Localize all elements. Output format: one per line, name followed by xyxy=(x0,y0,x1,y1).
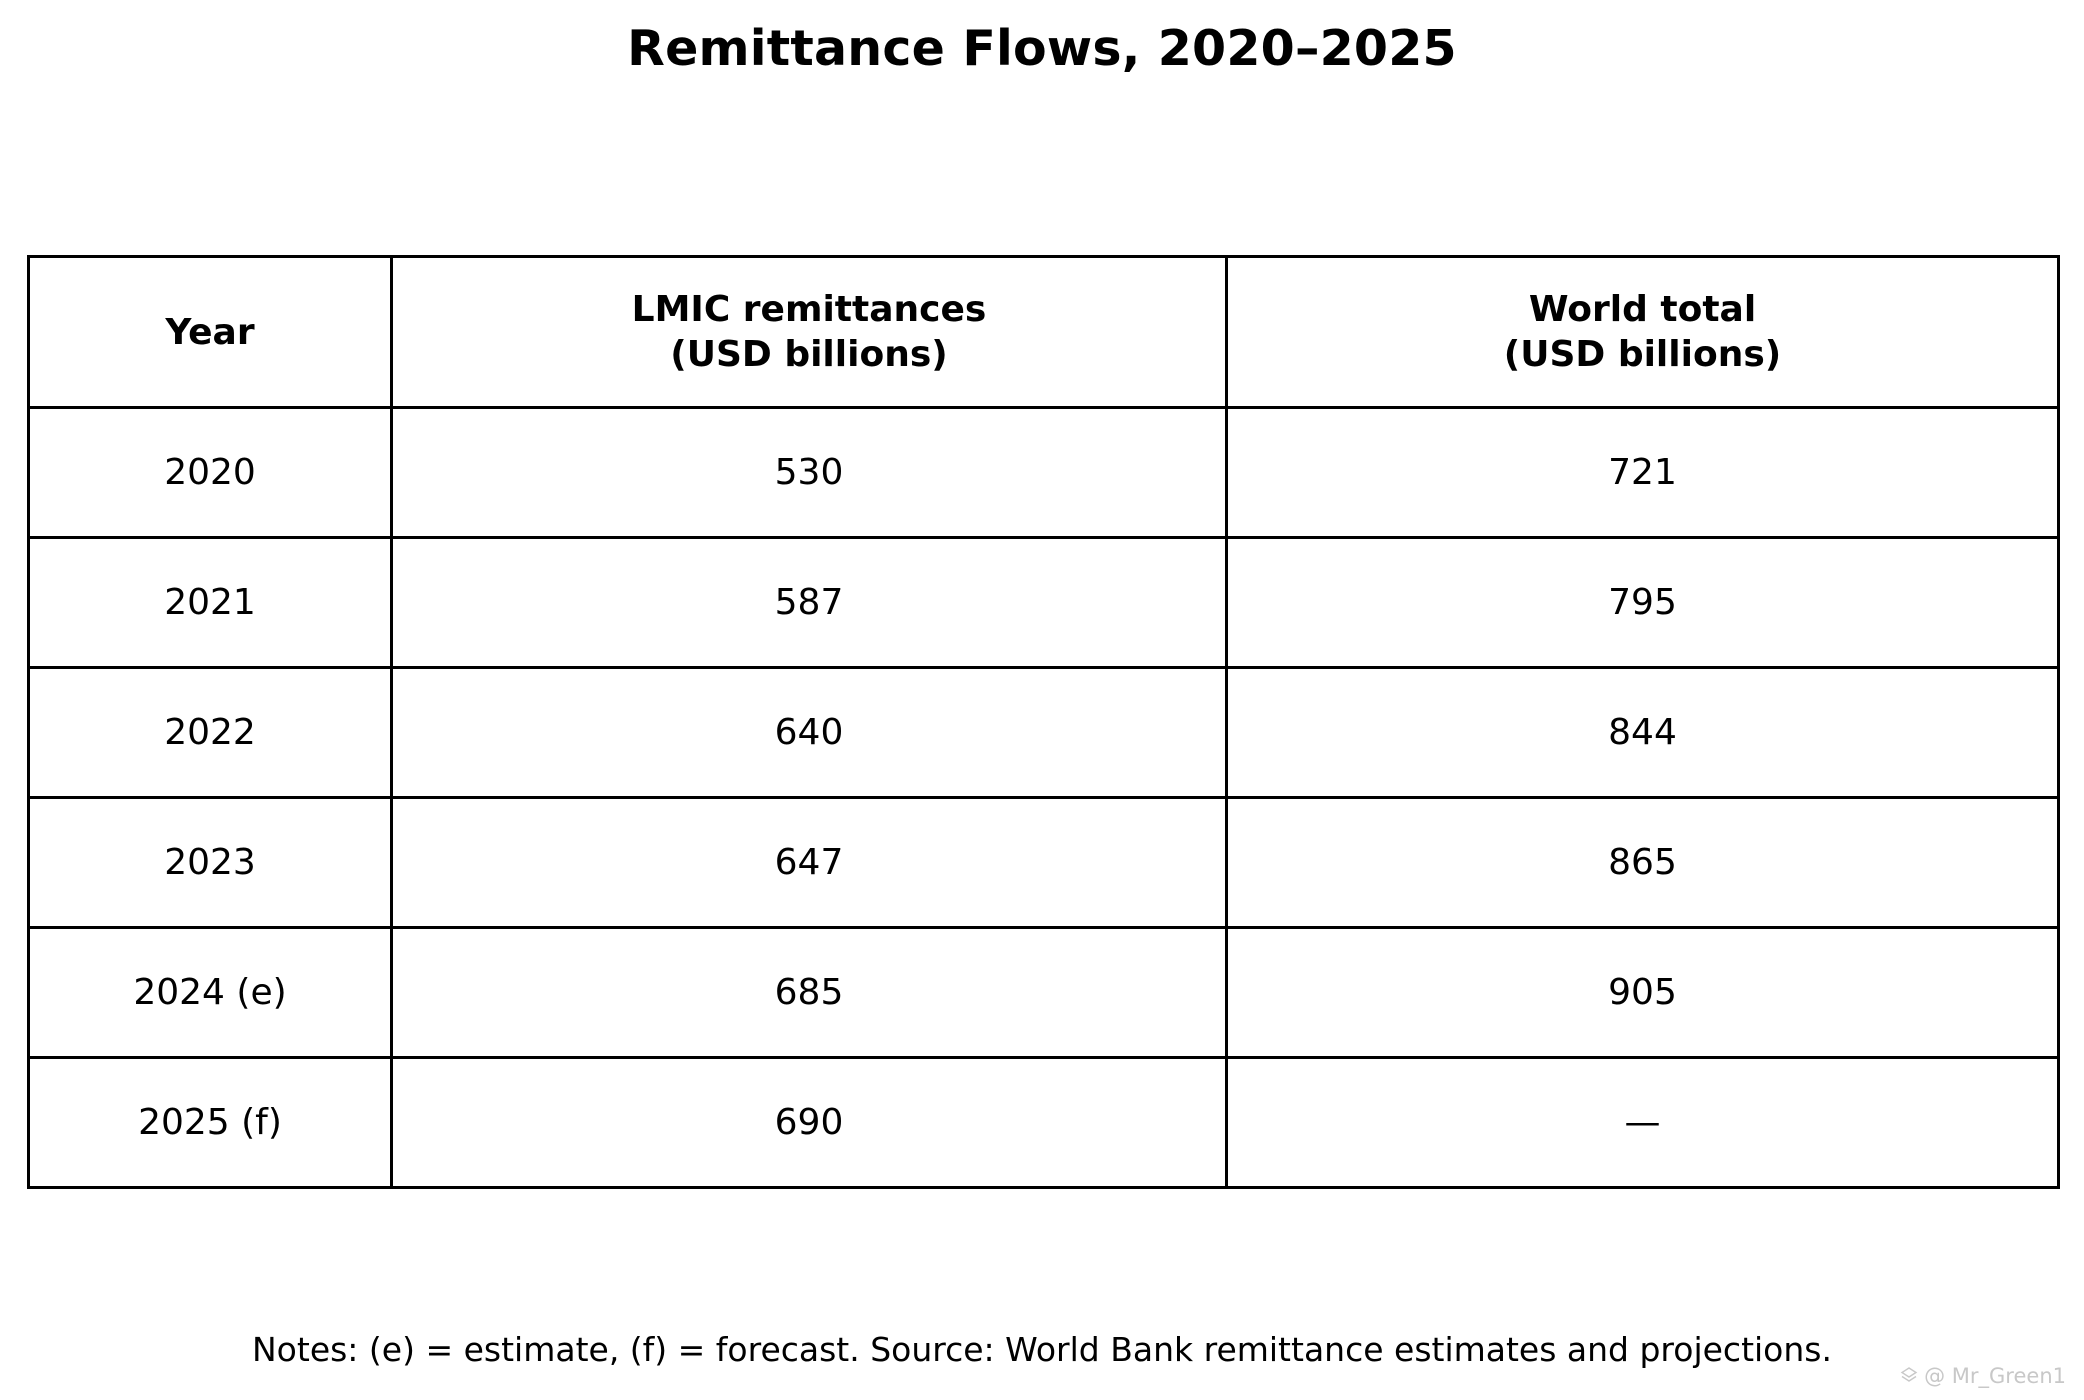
column-header-year-line1: Year xyxy=(165,311,255,353)
table-row xyxy=(29,538,2059,668)
column-header-world-line2: (USD billions) xyxy=(1503,334,1782,375)
column-header-lmic xyxy=(392,257,1227,408)
cell-world: — xyxy=(1227,1058,2059,1188)
table-header xyxy=(29,257,2059,408)
cell-lmic: 530 xyxy=(392,408,1227,538)
page-title: Remittance Flows, 2020–2025 xyxy=(627,20,1457,77)
watermark-label: @ Mr_Green1 xyxy=(1924,1364,2066,1388)
cell-year: 2020 xyxy=(29,408,392,538)
table-container xyxy=(27,255,2057,1189)
remittance-table xyxy=(27,255,2060,1189)
column-header-year xyxy=(29,257,392,408)
cell-year: 2022 xyxy=(29,668,392,798)
column-header-world xyxy=(1227,257,2059,408)
watermark xyxy=(1899,1364,2066,1388)
cell-world: 844 xyxy=(1227,668,2059,798)
cell-world: 795 xyxy=(1227,538,2059,668)
column-header-lmic-line2: (USD billions) xyxy=(670,334,948,375)
cell-lmic: 587 xyxy=(392,538,1227,668)
table-header-row xyxy=(29,257,2059,408)
table-row xyxy=(29,928,2059,1058)
watermark-icon xyxy=(1899,1366,1919,1386)
table-body xyxy=(29,408,2059,1188)
cell-world: 721 xyxy=(1227,408,2059,538)
cell-lmic: 690 xyxy=(392,1058,1227,1188)
table-row xyxy=(29,408,2059,538)
column-header-world-line1: World total xyxy=(1528,289,1757,330)
cell-year: 2025 (f) xyxy=(29,1058,392,1188)
table-row xyxy=(29,668,2059,798)
figure-notes: Notes: (e) = estimate, (f) = forecast. Source: World Bank remittance estimates and projections. xyxy=(252,1330,1832,1369)
table-row xyxy=(29,798,2059,928)
cell-world: 905 xyxy=(1227,928,2059,1058)
cell-lmic: 640 xyxy=(392,668,1227,798)
cell-year: 2021 xyxy=(29,538,392,668)
cell-year: 2024 (e) xyxy=(29,928,392,1058)
column-header-lmic-line1: LMIC remittances xyxy=(631,289,987,330)
cell-year: 2023 xyxy=(29,798,392,928)
table-row xyxy=(29,1058,2059,1188)
cell-lmic: 647 xyxy=(392,798,1227,928)
cell-world: 865 xyxy=(1227,798,2059,928)
cell-lmic: 685 xyxy=(392,928,1227,1058)
